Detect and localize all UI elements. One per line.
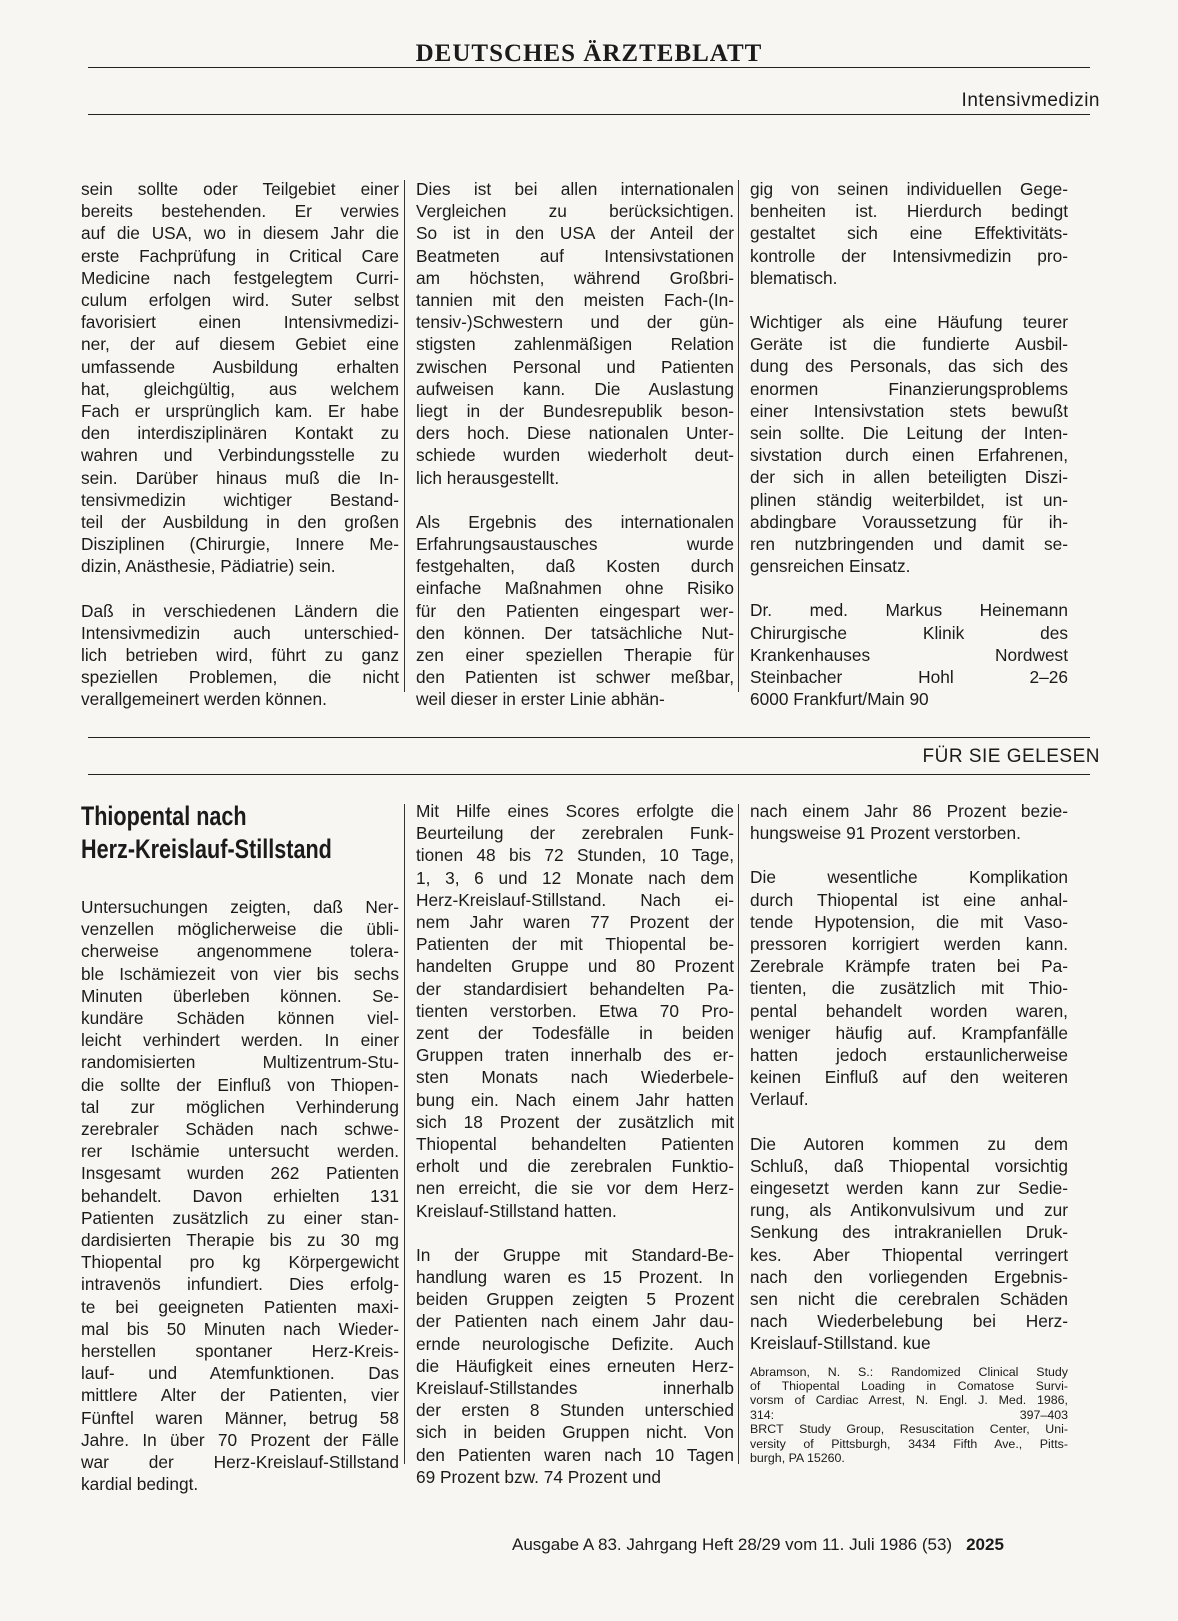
article1-column-1	[81, 178, 399, 711]
text-line: lauf- und Atemfunktionen. Das	[81, 1363, 399, 1384]
text-line: sivstation durch einen Erfahrenen,	[750, 445, 1068, 466]
text-line: Jahre. In über 70 Prozent der Fälle	[81, 1429, 399, 1450]
text-line: ble Ischämiezeit von vier bis sechs	[81, 963, 399, 984]
text-line: blematisch.	[750, 267, 838, 288]
text-line: Zerebrale Krämpfe traten bei Pa-	[750, 956, 1068, 977]
column-separator	[404, 180, 405, 692]
text-line: dardisierten Therapie bis zu 30 mg	[81, 1230, 399, 1251]
text-line: sen nicht die cerebralen Schäden	[750, 1289, 1068, 1310]
text-line: war der Herz-Kreislauf-Stillstand	[81, 1452, 399, 1473]
text-line: Insgesamt wurden 262 Patienten	[81, 1163, 399, 1184]
text-line: benheiten ist. Hierdurch bedingt	[750, 201, 1068, 222]
reference-line: 314: 397–403	[750, 1407, 1068, 1422]
text-line: Medicine nach festgelegtem Curri-	[81, 267, 399, 288]
text-line: 69 Prozent bzw. 74 Prozent und	[416, 1466, 661, 1487]
text-line: Gruppen traten innerhalb des er-	[416, 1045, 734, 1066]
reference-line: of Thiopental Loading in Comatose Survi-	[750, 1379, 1068, 1394]
text-line: behandelt. Davon erhielten 131	[81, 1185, 399, 1206]
section-rule-lower	[88, 774, 1090, 775]
text-line: sich 18 Prozent der zusätzlich mit	[416, 1111, 734, 1132]
text-line: Disziplinen (Chirurgie, Innere Me-	[81, 534, 399, 555]
text-line: cherweise angenommene tolera-	[81, 941, 399, 962]
reference-line: Abramson, N. S.: Randomized Clinical Study	[750, 1364, 1068, 1379]
text-line: Kreislauf-Stillstand hatten.	[416, 1200, 617, 1221]
text-line: dizin, Anästhesie, Pädiatrie) sein.	[81, 556, 336, 577]
text-line: So ist in den USA der Anteil der	[416, 223, 734, 244]
section-rule-top	[88, 114, 1090, 115]
text-line: tionen 48 bis 72 Stunden, 10 Tage,	[416, 845, 734, 866]
text-line: nach Wiederbelebung bei Herz-	[750, 1311, 1068, 1332]
text-line: nach einem Jahr 86 Prozent bezie-	[750, 801, 1068, 821]
text-line: bung ein. Nach einem Jahr hatten	[416, 1089, 734, 1110]
text-line: durch Thiopental ist eine anhal-	[750, 889, 1068, 910]
paragraph-gap	[416, 489, 734, 511]
article2-column-1	[81, 800, 399, 1495]
text-line: weil dieser in erster Linie abhän-	[416, 689, 665, 710]
text-line: zen einer speziellen Therapie für	[416, 645, 734, 666]
page-number: 2025	[966, 1535, 1004, 1554]
text-line: zerebraler Schäden nach schwe-	[81, 1119, 399, 1140]
text-line: aufweisen kann. Die Auslastung	[416, 378, 734, 399]
text-line: tende Hypotension, die mit Vaso-	[750, 911, 1068, 932]
text-line: speziellen Problemen, die nicht	[81, 667, 399, 688]
text-line: kardial bedingt.	[81, 1474, 199, 1495]
paragraph-gap	[750, 577, 1068, 599]
paragraph-gap	[750, 844, 1068, 866]
text-line: die Häufigkeit eines erneuten Herz-	[416, 1355, 734, 1376]
text-line: tal zur möglichen Verhinderung	[81, 1096, 399, 1117]
text-line: gig von seinen individuellen Gege-	[750, 179, 1068, 199]
text-line: Wichtiger als eine Häufung teurer	[750, 312, 1068, 333]
article-heading: Thiopental nach	[81, 801, 247, 831]
text-line: Steinbacher Hohl 2–26	[750, 667, 1068, 688]
text-line: sein sollte. Die Leitung der Inten-	[750, 423, 1068, 444]
text-line: erholt und die zerebralen Funktio-	[416, 1156, 734, 1177]
text-line: Beurteilung der zerebralen Funk-	[416, 823, 734, 844]
text-line: hungsweise 91 Prozent verstorben.	[750, 823, 1021, 844]
text-line: plinen ständig weiterbildet, ist un-	[750, 489, 1068, 510]
text-line: mittlere Alter der Patienten, vier	[81, 1385, 399, 1406]
masthead-rule	[88, 67, 1090, 68]
article2-column-2	[416, 800, 734, 1488]
text-line: einfache Maßnahmen ohne Risiko	[416, 578, 734, 599]
text-line: Als Ergebnis des internationalen	[416, 511, 734, 532]
text-line: Erfahrungsaustausches wurde	[416, 534, 734, 555]
paragraph-gap	[750, 1111, 1068, 1133]
text-line: zwischen Personal und Patienten	[416, 356, 734, 377]
text-line: kes. Aber Thiopental verringert	[750, 1244, 1068, 1265]
text-line: verallgemeinert werden können.	[81, 689, 327, 710]
text-line: erste Fachprüfung in Critical Care	[81, 245, 399, 266]
text-line: Kreislauf-Stillstand. kue	[750, 1333, 931, 1354]
text-line: Dr. med. Markus Heinemann	[750, 600, 1068, 621]
text-line: enormen Finanzierungsproblems	[750, 378, 1068, 399]
text-line: leicht verhindert werden. In einer	[81, 1030, 399, 1051]
text-line: keinen Einfluß auf den weiteren	[750, 1067, 1068, 1088]
text-line: pressoren korrigiert werden kann.	[750, 934, 1068, 955]
text-line: der ersten 8 Stunden unterschied	[416, 1400, 734, 1421]
text-line: hatten jedoch erstaunlicherweise	[750, 1045, 1068, 1066]
text-line: Beatmeten auf Intensivstationen	[416, 245, 734, 266]
reference-line: burgh, PA 15260.	[750, 1451, 845, 1466]
masthead: DEUTSCHES ÄRZTEBLATT	[415, 40, 763, 67]
references	[750, 1365, 1068, 1466]
text-line: venzellen möglicherweise die übli-	[81, 919, 399, 940]
text-line: rung, als Antikonvulsivum und zur	[750, 1200, 1068, 1221]
text-line: Geräte ist die fundierte Ausbil-	[750, 334, 1068, 355]
issue-info: Ausgabe A 83. Jahrgang Heft 28/29 vom 11. Juli 1986 (53)	[512, 1535, 953, 1554]
text-line: Herz-Kreislauf-Stillstand. Nach ei-	[416, 889, 734, 910]
text-line: dung des Personals, das sich des	[750, 356, 1068, 377]
text-line: Vergleichen zu berücksichtigen.	[416, 201, 734, 222]
section-label-intensivmedizin: Intensivmedizin	[961, 90, 1100, 111]
text-line: Die Autoren kommen zu dem	[750, 1133, 1068, 1154]
text-line: ernde neurologische Defizite. Auch	[416, 1333, 734, 1354]
text-line: kontrolle der Intensivmedizin pro-	[750, 245, 1068, 266]
section-label-fuer-sie-gelesen: FÜR SIE GELESEN	[922, 746, 1100, 767]
text-line: Fünftel waren Männer, betrug 58	[81, 1407, 399, 1428]
column-separator	[404, 804, 405, 1464]
text-line: 1, 3, 6 und 12 Monate nach dem	[416, 867, 734, 888]
text-line: Chirurgische Klinik des	[750, 622, 1068, 643]
text-line: sein sollte oder Teilgebiet einer	[81, 179, 399, 199]
text-line: stigsten zahlenmäßigen Relation	[416, 334, 734, 355]
text-line: sich in beiden Gruppen nicht. Von	[416, 1422, 734, 1443]
paragraph-gap	[416, 1222, 734, 1244]
text-line: Intensivmedizin auch unterschied-	[81, 622, 399, 643]
text-line: tensivmedizin wichtiger Bestand-	[81, 489, 399, 510]
text-line: Krankenhauses Nordwest	[750, 644, 1068, 665]
text-line: Verlauf.	[750, 1089, 809, 1110]
text-line: Schluß, daß Thiopental vorsichtig	[750, 1155, 1068, 1176]
text-line: den können. Der tatsächliche Nut-	[416, 622, 734, 643]
text-line: Thiopental behandelten Patienten	[416, 1134, 734, 1155]
text-line: tienten, die zusätzlich mit Thio-	[750, 978, 1068, 999]
text-line: lich betrieben wird, führt zu ganz	[81, 645, 399, 666]
text-line: rer Ischämie untersucht werden.	[81, 1141, 399, 1162]
text-line: den Patienten waren nach 10 Tagen	[416, 1444, 734, 1465]
text-line: teil der Ausbildung in den großen	[81, 512, 399, 533]
text-line: der sich in allen beteiligten Diszi-	[750, 467, 1068, 488]
text-line: eingesetzt werden kann zur Sedie-	[750, 1178, 1068, 1199]
heading-gap	[81, 866, 399, 896]
text-line: pental behandelt worden waren,	[750, 1000, 1068, 1021]
text-line: umfassende Ausbildung erhalten	[81, 356, 399, 377]
text-line: der standardisiert behandelten Pa-	[416, 978, 734, 999]
text-line: wahren und Verbindungsstelle zu	[81, 445, 399, 466]
text-line: festgehalten, daß Kosten durch	[416, 556, 734, 577]
column-separator	[738, 804, 739, 1464]
text-line: Dies ist bei allen internationalen	[416, 179, 734, 199]
text-line: tensiv-)Schwestern und der gün-	[416, 312, 734, 333]
reference-line: versity of Pittsburgh, 3434 Fifth Ave., Pitts-	[750, 1436, 1068, 1451]
text-line: Patienten zusätzlich zu einer stan-	[81, 1207, 399, 1228]
section-rule-middle	[88, 737, 1090, 738]
text-line: Daß in verschiedenen Ländern die	[81, 600, 399, 621]
text-line: Die wesentliche Komplikation	[750, 867, 1068, 888]
text-line: die sollte der Einfluß von Thiopen-	[81, 1074, 399, 1095]
text-line: 6000 Frankfurt/Main 90	[750, 689, 929, 710]
text-line: tienten verstorben. Etwa 70 Pro-	[416, 1000, 734, 1021]
text-line: tannien mit den meisten Fach-(In-	[416, 290, 734, 311]
article1-column-2	[416, 178, 734, 711]
text-line: ner, der auf diesem Gebiet eine	[81, 334, 399, 355]
text-line: den interdisziplinären Kontakt zu	[81, 423, 399, 444]
text-line: den Patienten ist schwer meßbar,	[416, 667, 734, 688]
text-line: hat, gleichgültig, aus welchem	[81, 378, 399, 399]
text-line: beiden Gruppen zeigten 5 Prozent	[416, 1289, 734, 1310]
text-line: Thiopental pro kg Körpergewicht	[81, 1252, 399, 1273]
text-line: In der Gruppe mit Standard-Be-	[416, 1244, 734, 1265]
text-line: Fach er ursprünglich kam. Er habe	[81, 401, 399, 422]
text-line: nen erreicht, die sie vor dem Herz-	[416, 1178, 734, 1199]
text-line: mal bis 50 Minuten nach Wieder-	[81, 1318, 399, 1339]
text-line: lich herausgestellt.	[416, 467, 560, 488]
text-line: Untersuchungen zeigten, daß Ner-	[81, 897, 399, 917]
text-line: te bei geeigneten Patienten maxi-	[81, 1296, 399, 1317]
text-line: liegt in der Bundesrepublik beson-	[416, 401, 734, 422]
text-line: bereits bestehenden. Er verwies	[81, 201, 399, 222]
paragraph-gap	[750, 289, 1068, 311]
text-line: Minuten überleben können. Se-	[81, 985, 399, 1006]
article-heading: Herz-Kreislauf-Stillstand	[81, 834, 332, 864]
column-separator	[738, 180, 739, 692]
text-line: gensreichen Einsatz.	[750, 556, 911, 577]
text-line: sein. Darüber hinaus muß die In-	[81, 467, 399, 488]
text-line: Patienten der mit Thiopental be-	[416, 934, 734, 955]
text-line: culum erfolgen wird. Suter selbst	[81, 290, 399, 311]
page-footer	[512, 1535, 1092, 1555]
text-line: handlung waren es 15 Prozent. In	[416, 1267, 734, 1288]
text-line: am höchsten, während Großbri-	[416, 267, 734, 288]
text-line: gestaltet sich eine Effektivitäts-	[750, 223, 1068, 244]
text-line: herstellen spontaner Herz-Kreis-	[81, 1341, 399, 1362]
text-line: favorisiert einen Intensivmedizi-	[81, 312, 399, 333]
text-line: zent der Todesfälle in beiden	[416, 1023, 734, 1044]
text-line: ren nutzbringenden und damit se-	[750, 534, 1068, 555]
text-line: weniger häufig auf. Krampfanfälle	[750, 1022, 1068, 1043]
text-line: schiede wurden wiederholt deut-	[416, 445, 734, 466]
article2-column-3	[750, 800, 1068, 1466]
text-line: Mit Hilfe eines Scores erfolgte die	[416, 801, 734, 821]
text-line: der Patienten nach einem Jahr dau-	[416, 1311, 734, 1332]
text-line: abdingbare Voraussetzung für ih-	[750, 511, 1068, 532]
text-line: für den Patienten eingespart wer-	[416, 600, 734, 621]
text-line: kundäre Schäden können viel-	[81, 1008, 399, 1029]
reference-line: BRCT Study Group, Resuscitation Center, Uni-	[750, 1422, 1068, 1437]
text-line: intravenös infundiert. Dies erfolg-	[81, 1274, 399, 1295]
reference-line: vorsm of Cardiac Arrest, N. Engl. J. Med. 1986,	[750, 1393, 1068, 1408]
text-line: randomisierten Multizentrum-Stu-	[81, 1052, 399, 1073]
text-line: einer Intensivstation stets bewußt	[750, 400, 1068, 421]
article1-column-3	[750, 178, 1068, 710]
text-line: nem Jahr waren 77 Prozent der	[416, 912, 734, 933]
text-line: auf die USA, wo in diesem Jahr die	[81, 223, 399, 244]
text-line: ders hoch. Diese nationalen Unter-	[416, 423, 734, 444]
text-line: Kreislauf-Stillstandes innerhalb	[416, 1378, 734, 1399]
text-line: sten Monats nach Wiederbele-	[416, 1067, 734, 1088]
text-line: handelten Gruppe und 80 Prozent	[416, 956, 734, 977]
text-line: Senkung des intrakraniellen Druk-	[750, 1222, 1068, 1243]
paragraph-gap	[81, 578, 399, 600]
text-line: nach den vorliegenden Ergebnis-	[750, 1266, 1068, 1287]
